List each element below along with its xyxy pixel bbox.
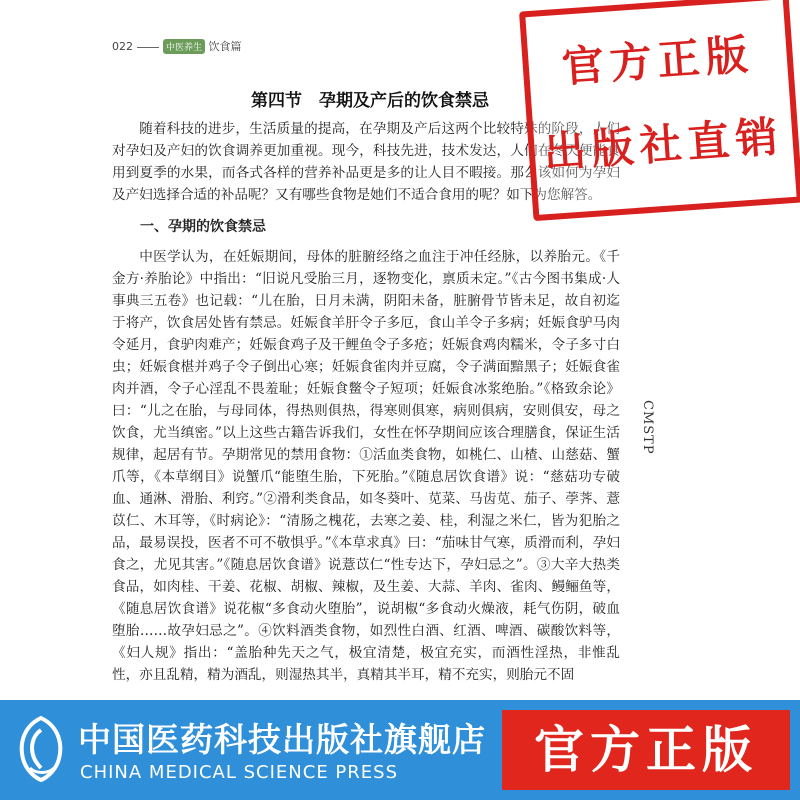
official-badge: 官方正版 [502, 710, 790, 790]
stamp-line-2: 出版社直销 [542, 111, 786, 178]
store-name-en: CHINA MEDICAL SCIENCE PRESS [80, 762, 399, 783]
header-dash [137, 47, 159, 48]
book-title: 饮食篇 [208, 40, 242, 53]
body-paragraph: 中医学认为，在妊娠期间，母体的脏腑经络之血注于冲任经脉，以养胎元。《千金方·养胎论》中指出：“旧说凡受胎三月，逐物变化，禀质未定。”《古今图书集成·人事典三五卷》也记载：“儿在胎，日月未满，阴阳未备，脏腑骨节皆未足，故自初迄于将产，饮食居处皆有禁忌。妊娠食羊肝令子多厄，食山羊令子多病；妊娠食驴马肉令延月，食驴肉难产；妊娠食鸡子及干鲤鱼令子多疮；妊娠食鸡肉糯米，令子多寸白虫；妊娠食椹并鸡子令子倒出心寒；妊娠食雀肉并豆腐，令子满面黯黑子；妊娠食雀肉并酒，令子心淫乱不畏羞耻；妊娠食鳖令子短项；妊娠食冰浆绝胎。”《格致余论》曰：“儿之在胎，与母同体，得热则俱热，得寒则俱寒，病则俱病，安则俱安，母之饮食，尤当缜密。”以上这些古籍告诉我们，女性在怀孕期间应该合理膳食，保证生活规律，起居有节。孕期常见的禁用食物：①活血类食物，如桃仁、山楂、山慈菇、蟹爪等，《本草纲目》说蟹爪“能堕生胎，下死胎。”《随息居饮食谱》说：“慈菇功专破血、通淋、滑胎、利窍。”②滑利类食品，如冬葵叶、苋菜、马齿苋、茄子、荸荠、薏苡仁、木耳等，《时病论》：“清肠之槐花，去寒之姜、桂，利湿之米仁，皆为犯胎之品，最易误投，医者不可不敬惧乎。”《本草求真》曰：“茄味甘气寒，质滑而利，孕妇食之，尤见其害。”《随息居饮食谱》说薏苡仁“性专达下，孕妇忌之”。③大辛大热类食品，如肉桂、干姜、花椒、胡椒、辣椒，及生姜、大蒜、羊肉、雀肉、鳗鲡鱼等，《随息居饮食谱》说花椒“多食动火堕胎”，说胡椒“多食动火燥液，耗气伤阴，破血堕胎……故孕妇忌之”。④饮料酒类食物，如烈性白酒、红酒、啤酒、碳酸饮料等，《妇人规》指出：“盖胎种先天之气，极宜清楚，极宜充实，而酒性淫热，非惟乱性，亦且乱精，精为酒乱，则湿热其半，真精其半耳，精不充实，则胎元不固 [112, 249, 620, 683]
stamp-line-1: 官方正版 [560, 29, 756, 92]
series-logo: 中医养生 [163, 39, 205, 54]
page-number: 022 [112, 40, 133, 53]
side-code: CMSTP [640, 400, 655, 455]
section-title: 第四节 孕期及产后的饮食禁忌 [251, 91, 489, 111]
publisher-logo-icon [12, 714, 70, 784]
official-stamp [519, 0, 800, 221]
store-name-cn: 中国医药科技出版社旗舰店 [78, 720, 486, 759]
subheading: 一、孕期的饮食禁忌 [140, 219, 266, 235]
page-header [112, 38, 242, 54]
store-banner[interactable] [0, 700, 800, 800]
intro-paragraph: 随着科技的进步，生活质量的提高，在孕期及产后这两个比较特殊的阶段，人们对孕妇及产妇的饮食调养更加重视。现今，科技先进，技术发达，人们在冬天便能食用到夏季的水果，而各式各样的营养补品更是多的让人目不暇接。那么该如何为孕妇及产妇选择合适的补品呢？又有哪些食物是她们不适合食用的呢？如下为您解答。 [112, 121, 620, 203]
